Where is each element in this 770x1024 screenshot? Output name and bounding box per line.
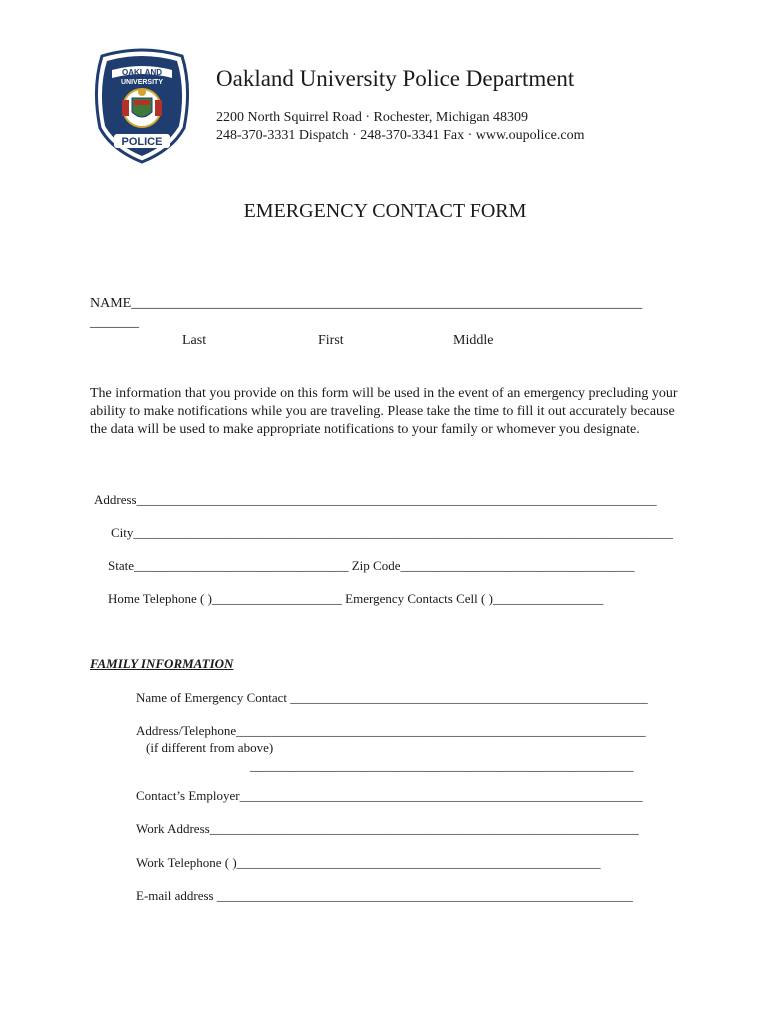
name-sublabel-last: Last (182, 333, 207, 348)
form-title: EMERGENCY CONTACT FORM (243, 200, 527, 222)
city-field[interactable]: City___________________________________________________________________________________ (111, 525, 673, 540)
contact-address-telephone-field[interactable]: Address/Telephone_______________________________________________________________ (136, 723, 646, 738)
telephone-fields[interactable]: Home Telephone ( )____________________ Emergency Contacts Cell ( )_________________ (108, 591, 604, 606)
work-telephone-field[interactable]: Work Telephone ( )________________________________________________________ (136, 855, 601, 870)
contact-address-continuation[interactable]: ___________________________________________________________ (250, 758, 634, 773)
emergency-contact-name-field[interactable]: Name of Emergency Contact _______________________________________________________ (136, 690, 648, 705)
svg-text:UNIVERSITY: UNIVERSITY (120, 79, 164, 86)
work-address-field[interactable]: Work Address__________________________________________________________________ (136, 821, 639, 836)
family-information-heading: FAMILY INFORMATION (90, 656, 234, 671)
intro-paragraph: The information that you provide on this form will be used in the event of an emergency precluding your ability to make notifications while you are traveling. Please take the time to fill it out accurately because the data will be used to make appropriate notifications to your family or whomever you designate. (90, 386, 678, 437)
state-zip-field[interactable]: State_________________________________ Zip Code____________________________________ (108, 558, 635, 573)
name-field[interactable]: NAME_________________________________________________________________________ (90, 296, 643, 311)
department-title: Oakland University Police Department (216, 66, 575, 91)
name-field-continuation: _______ (90, 315, 139, 330)
email-address-field[interactable]: E-mail address ________________________________________________________________ (136, 888, 633, 903)
svg-text:OAKLAND: OAKLAND (122, 68, 162, 77)
department-address: 2200 North Squirrel Road · Rochester, Michigan 48309 (216, 110, 529, 125)
police-badge-logo (92, 48, 192, 164)
name-sublabel-middle: Middle (453, 333, 494, 348)
department-contact-info: 248-370-3331 Dispatch · 248-370-3341 Fax · www.oupolice.com (216, 128, 585, 143)
name-sublabel-first: First (318, 333, 344, 348)
address-field[interactable]: Address________________________________________________________________________________ (94, 492, 657, 507)
address-note: (if different from above) (146, 740, 274, 755)
contact-employer-field[interactable]: Contact’s Employer______________________________________________________________ (136, 788, 643, 803)
svg-text:POLICE: POLICE (121, 136, 163, 148)
